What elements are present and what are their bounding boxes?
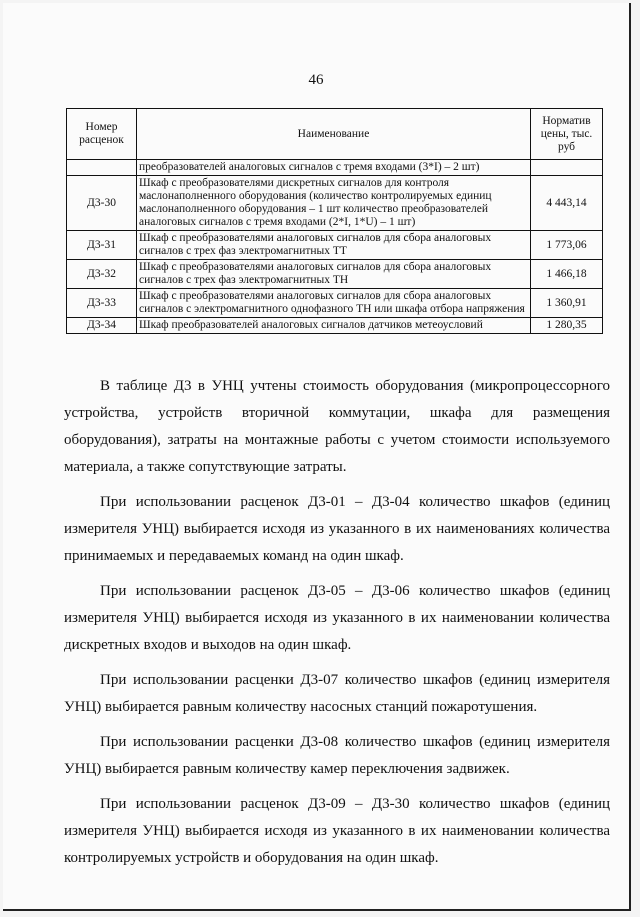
paragraph: При использовании расценки Д3-07 количество шкафов (единиц измерителя УНЦ) выбирается равным количеству насосных станций пожаротушения. [64,672,610,715]
body-text [64,373,610,880]
table-row [67,176,603,231]
table-row [67,160,603,176]
row-price [531,160,603,176]
row-code: Д3-34 [67,318,137,334]
paragraph: При использовании расценок Д3-09 – Д3-30 количество шкафов (единиц измерителя УНЦ) выбирается исходя из указанного в их наименовании количества контролируемых устройств и оборудования на один шкаф. [64,796,610,866]
row-name: Шкаф с преобразователями аналоговых сигналов для сбора аналоговых сигналов с электромагнитного однофазного ТН или шкафа отбора напряжения [137,289,531,318]
table-row [67,231,603,260]
table-row [67,318,603,334]
table-row [67,289,603,318]
row-price: 4 443,14 [531,176,603,231]
row-price: 1 773,06 [531,231,603,260]
row-name: Шкаф с преобразователями аналоговых сигналов для сбора аналоговых сигналов с трех фаз электромагнитных ТТ [137,231,531,260]
header-price: Норматив цены, тыс. руб [531,109,603,160]
paragraph: При использовании расценки Д3-08 количество шкафов (единиц измерителя УНЦ) выбирается равным количеству камер переключения задвижек. [64,734,610,777]
paragraph: При использовании расценок Д3-01 – Д3-04 количество шкафов (единиц измерителя УНЦ) выбирается исходя из указанного в их наименованиях количества принимаемых и передаваемых команд на один шкаф. [64,494,610,564]
row-price: 1 360,91 [531,289,603,318]
row-code: Д3-33 [67,289,137,318]
row-price: 1 280,35 [531,318,603,334]
row-code [67,160,137,176]
row-name: Шкаф с преобразователями аналоговых сигналов для сбора аналоговых сигналов с трех фаз электромагнитных ТН [137,260,531,289]
row-name: Шкаф преобразователей аналоговых сигналов датчиков метеоусловий [137,318,531,334]
header-name: Наименование [137,109,531,160]
rates-table [66,108,603,334]
document-page [3,3,631,911]
page-number: 46 [308,72,324,88]
row-code: Д3-32 [67,260,137,289]
table-header-row [67,109,603,160]
table-row [67,260,603,289]
row-name: преобразователей аналоговых сигналов с тремя входами (3*I) – 2 шт) [137,160,531,176]
row-name: Шкаф с преобразователями дискретных сигналов для контроля маслонаполненного оборудования (количество контролируемых единиц маслонаполненного оборудования – 1 шт количество преобразователей аналоговых сигналов с тремя входами (2*I, 1*U) – 1 шт) [137,176,531,231]
paragraph: При использовании расценок Д3-05 – Д3-06 количество шкафов (единиц измерителя УНЦ) выбирается исходя из указанного в их наименовании количества дискретных входов и выходов на один шкаф. [64,583,610,653]
header-code: Номер расценок [67,109,137,160]
row-price: 1 466,18 [531,260,603,289]
row-code: Д3-30 [67,176,137,231]
paragraph: В таблице Д3 в УНЦ учтены стоимость оборудования (микропроцессорного устройства, устройств вторичной коммутации, шкафа для размещения оборудования), затраты на монтажные работы с учетом стоимости используемого материала, а также сопутствующие затраты. [64,378,610,475]
row-code: Д3-31 [67,231,137,260]
